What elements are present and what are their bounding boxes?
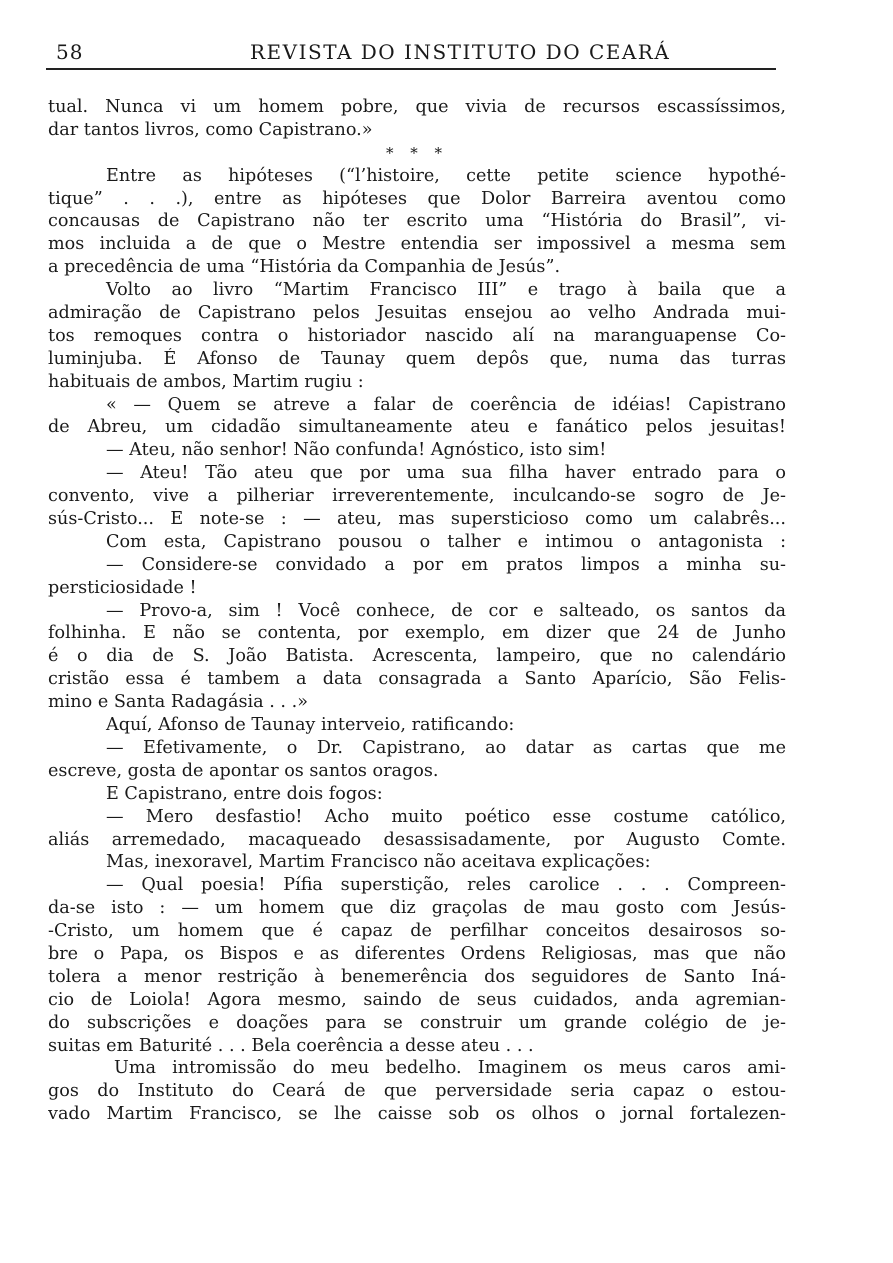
text-line: cio de Loiola! Agora mesmo, saindo de seus cuidados, anda agremian- — [48, 989, 786, 1010]
text-line: Volto ao livro “Martim Francisco III” e trago à baila que a — [106, 280, 786, 301]
body-text — [48, 96, 786, 1126]
section-separator: * * * — [385, 143, 449, 162]
text-line: — Ateu! Tão ateu que por uma sua filha haver entrado para o — [106, 463, 786, 484]
text-line: persticiosidade ! — [48, 577, 197, 598]
text-line: mino e Santa Radagásia . . .» — [48, 692, 308, 713]
text-line: E Capistrano, entre dois fogos: — [106, 783, 383, 804]
text-line: bre o Papa, os Bispos e as diferentes Ordens Religiosas, mas que não — [48, 943, 786, 964]
text-line: — Mero desfastio! Acho muito poético esse costume católico, — [106, 806, 786, 827]
text-line: — Efetivamente, o Dr. Capistrano, ao datar as cartas que me — [106, 737, 786, 758]
text-line: Mas, inexoravel, Martim Francisco não aceitava explicações: — [106, 852, 651, 873]
text-line: aliás arremedado, macaqueado desassisadamente, por Augusto Comte. — [48, 829, 786, 850]
text-line: de Abreu, um cidadão simultaneamente ateu e fanático pelos jesuitas! — [48, 417, 786, 438]
text-line: tual. Nunca vi um homem pobre, que vivia de recursos escassíssimos, — [48, 97, 786, 117]
text-line: admiração de Capistrano pelos Jesuitas ensejou ao velho Andrada mui- — [48, 303, 786, 324]
text-line: tolera a menor restrição à benemerência dos seguidores de Santo Iná- — [48, 966, 786, 987]
text-line: concausas de Capistrano não ter escrito uma “História do Brasil”, vi- — [48, 211, 786, 232]
text-line: tos remoques contra o historiador nascido alí na maranguapense Co- — [48, 325, 786, 346]
text-line: habituais de ambos, Martim rugiu : — [48, 371, 364, 392]
text-line: folhinha. E não se contenta, por exemplo, em dizer que 24 de Junho — [48, 623, 786, 644]
text-line: Com esta, Capistrano pousou o talher e intimou o antagonista : — [106, 531, 786, 552]
text-line: sús-Cristo... E note-se : — ateu, mas supersticioso como um calabrês... — [48, 509, 786, 530]
text-line: escreve, gosta de apontar os santos oragos. — [48, 760, 439, 781]
text-line: da-se isto : — um homem que diz graçolas de mau gosto com Jesús- — [48, 898, 786, 919]
text-line: convento, vive a pilheriar irreverentemente, inculcando-se sogro de Je- — [48, 486, 786, 507]
text-line: « — Quem se atreve a falar de coerência de idéias! Capistrano — [106, 394, 786, 415]
journal-title: REVISTA DO INSTITUTO DO CEARÁ — [250, 40, 671, 64]
text-line: Uma intromissão do meu bedelho. Imaginem os meus caros ami- — [114, 1058, 786, 1079]
page-number: 58 — [56, 40, 84, 64]
text-line: cristão essa é tambem a data consagrada a Santo Aparício, São Felis- — [48, 669, 786, 690]
text-line: — Considere-se convidado a por em pratos limpos a minha su- — [106, 554, 786, 575]
text-line: dar tantos livros, como Capistrano.» — [48, 119, 373, 140]
text-line: é o dia de S. João Batista. Acrescenta, lampeiro, que no calendário — [48, 646, 786, 667]
text-line: Entre as hipóteses (“l’histoire, cette petite science hypothé- — [106, 165, 786, 186]
text-line: luminjuba. É Afonso de Taunay quem depôs que, numa das turras — [48, 348, 786, 369]
text-line: a precedência de uma “História da Companhia de Jesús”. — [48, 257, 561, 278]
text-line: mos incluida a de que o Mestre entendia ser impossivel a mesma sem — [48, 234, 786, 255]
text-line: — Provo-a, sim ! Você conhece, de cor e salteado, os santos da — [106, 600, 786, 621]
text-line: — Qual poesia! Pífia superstição, reles carolice . . . Compreen- — [106, 875, 786, 896]
text-line: do subscrições e doações para se construir um grande colégio de je- — [48, 1012, 786, 1033]
running-header — [46, 38, 776, 70]
text-line: suitas em Baturité . . . Bela coerência a desse ateu . . . — [48, 1035, 534, 1056]
text-line: -Cristo, um homem que é capaz de perfilhar conceitos desairosos so- — [48, 921, 786, 942]
text-line: tique” . . .), entre as hipóteses que Dolor Barreira aventou como — [48, 188, 786, 209]
text-line: vado Martim Francisco, se lhe caisse sob os olhos o jornal fortalezen- — [48, 1104, 786, 1125]
text-line: Aquí, Afonso de Taunay interveio, ratificando: — [106, 715, 515, 736]
text-line: gos do Instituto do Ceará de que perversidade seria capaz o estou- — [48, 1081, 786, 1102]
text-line: — Ateu, não senhor! Não confunda! Agnóstico, isto sim! — [106, 440, 607, 461]
